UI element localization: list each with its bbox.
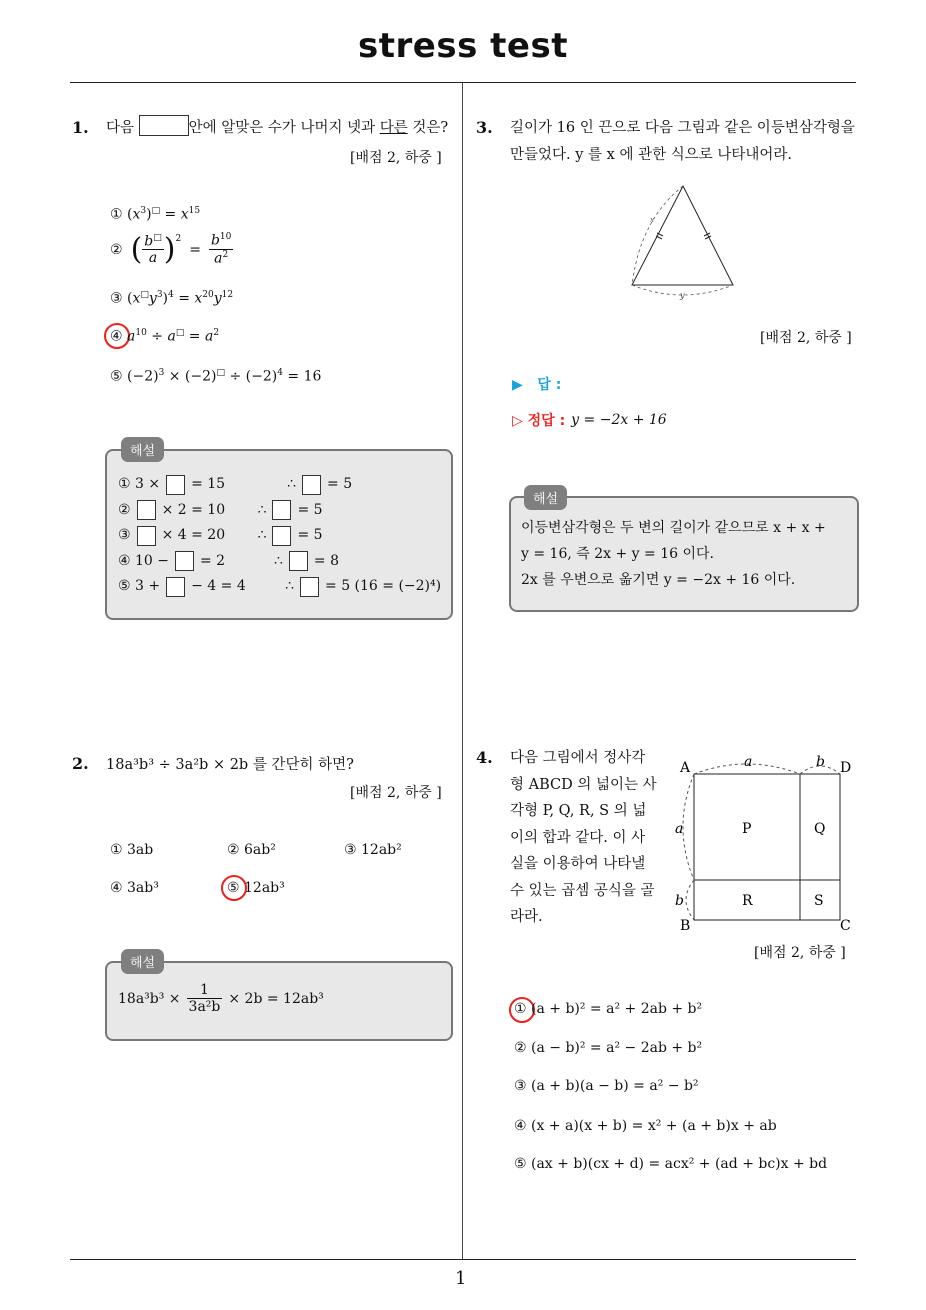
label-a-top: a xyxy=(744,754,753,770)
question-number: 4. xyxy=(476,748,493,767)
question-text: 다음 그림에서 정사각 형 ABCD 의 넓이는 사 각형 P, Q, R, S 의 넓 이의 합과 같다. 이 사 실을 이용하여 나타낼 수 있는 곱셈 공식을 골 라라. xyxy=(510,750,657,925)
question-text: 18a³b³ ÷ 3a²b × 2b 를 간단히 하면? xyxy=(106,757,354,773)
text-end: 것은? xyxy=(412,120,449,136)
question-number: 1. xyxy=(72,118,89,137)
side-label-x: x xyxy=(650,216,654,224)
label-a-left: a xyxy=(675,821,684,837)
correct-answer: y = −2x + 16 xyxy=(571,412,667,428)
choice-1[interactable]: ① 3ab xyxy=(110,842,154,858)
footer-rule xyxy=(70,1259,856,1260)
base-label-y: y xyxy=(680,291,685,300)
region-q-label: Q xyxy=(814,821,826,837)
question-text xyxy=(106,115,448,142)
choice-4[interactable]: ④ $a^{10} \div a^□ = a^2$ xyxy=(110,328,220,345)
region-r-label: R xyxy=(742,893,753,909)
choice-2[interactable]: ② 6ab² xyxy=(227,842,276,858)
fraction: $\frac{b^{10}}{a^2}$ xyxy=(210,232,232,267)
solution-line: ② × 2 = 10 ∴ = 5 xyxy=(118,498,441,524)
solution-tag: 해설 xyxy=(121,437,164,462)
solution-tag: 해설 xyxy=(524,485,567,510)
vertex-b-label: B xyxy=(680,918,691,934)
vertex-d-label: D xyxy=(840,760,852,776)
choice-2[interactable]: ② (a − b)² = a² − 2ab + b² xyxy=(514,1040,703,1056)
blank-box xyxy=(139,115,189,136)
score-label: [배점 2, 하중 ] xyxy=(754,945,846,961)
vertex-a-label: A xyxy=(680,760,691,776)
choice-4[interactable]: ④ (x + a)(x + b) = x² + (a + b)x + ab xyxy=(514,1118,777,1134)
label-b-left: b xyxy=(675,893,684,909)
region-p-label: P xyxy=(742,821,752,837)
solution-tag: 해설 xyxy=(121,949,164,974)
question-number: 3. xyxy=(476,118,493,137)
choice-number: ② xyxy=(110,241,123,258)
choice-3[interactable]: ③ (a + b)(a − b) = a² − b² xyxy=(514,1078,699,1094)
isosceles-triangle-figure xyxy=(620,180,750,305)
solution-line: ④ 10 − = 2 ∴ = 8 xyxy=(118,549,441,575)
correct-answer-row xyxy=(512,410,667,430)
page-number: 1 xyxy=(455,1268,467,1289)
column-divider xyxy=(462,83,463,1260)
solution-line: ⑤ 3 + − 4 = 4 ∴ = 5 (16 = (−2)⁴) xyxy=(118,574,441,600)
score-label: [배점 2, 하중 ] xyxy=(350,150,442,166)
choice-5[interactable]: ⑤ 12ab³ xyxy=(227,880,285,896)
header-rule xyxy=(70,82,856,83)
choice-5[interactable]: ⑤ $(-2)^3 \times (-2)^□ \div (-2)^4 = 16$ xyxy=(110,368,322,385)
choice-1[interactable]: ① (a + b)² = a² + 2ab + b² xyxy=(514,1001,703,1017)
solution-line: 2x 를 우변으로 옮기면 y = −2x + 16 이다. xyxy=(521,572,796,588)
choice-3[interactable]: ③ 12ab² xyxy=(344,842,402,858)
region-s-label: S xyxy=(814,893,824,909)
text-after: 안에 알맞은 수가 나머지 넷과 xyxy=(188,120,376,136)
underlined-text: 다른 xyxy=(379,120,408,136)
answer-label: ▶ 답 : xyxy=(512,377,562,393)
correct-label: ▷ 정답 : xyxy=(512,413,566,429)
question-text-line-2: 만들었다. y 를 x 에 관한 식으로 나타내어라. xyxy=(510,147,792,163)
vertex-c-label: C xyxy=(840,918,851,934)
solution-expression: 18a³b³ × $\frac{1}{\text{3a²b}}$ × 2b = 12ab³ xyxy=(118,982,324,1015)
page-title: stress test xyxy=(358,26,568,66)
solution-line: ③ × 4 = 20 ∴ = 5 xyxy=(118,523,441,549)
fraction: $\frac{b^□}{a}$ xyxy=(144,232,162,267)
choice-2[interactable]: ② ( $\frac{b^□}{a}$ ) $^2$ = $\frac{b^{10}}{a^2}$ xyxy=(110,232,232,267)
text-before: 다음 xyxy=(106,120,135,136)
solution-lines xyxy=(521,515,826,593)
question-text-line-1: 길이가 16 인 끈으로 다음 그림과 같은 이등변삼각형을 xyxy=(510,120,855,136)
solution-line: y = 16, 즉 2x + y = 16 이다. xyxy=(521,546,714,562)
choice-3[interactable]: ③ $(x^□y^3)^4 = x^{20}y^{12}$ xyxy=(110,290,234,307)
question-number: 2. xyxy=(72,754,89,773)
solution-line: ① 3 × = 15 ∴ = 5 xyxy=(118,472,441,498)
label-b-top: b xyxy=(816,754,825,770)
choice-5[interactable]: ⑤ (ax + b)(cx + d) = acx² + (ad + bc)x + bd xyxy=(514,1156,828,1172)
fraction: $\frac{1}{\text{3a²b}}$ xyxy=(188,982,221,1015)
solution-lines xyxy=(118,472,441,600)
choice-4[interactable]: ④ 3ab³ xyxy=(110,880,159,896)
score-label: [배점 2, 하중 ] xyxy=(350,785,442,801)
solution-line: 이등변삼각형은 두 변의 길이가 같으므로 x + x + xyxy=(521,520,826,536)
score-label: [배점 2, 하중 ] xyxy=(760,330,852,346)
square-abcd-figure xyxy=(672,752,862,934)
choice-1[interactable]: ① $(x^3)^□ = x^{15}$ xyxy=(110,206,201,223)
